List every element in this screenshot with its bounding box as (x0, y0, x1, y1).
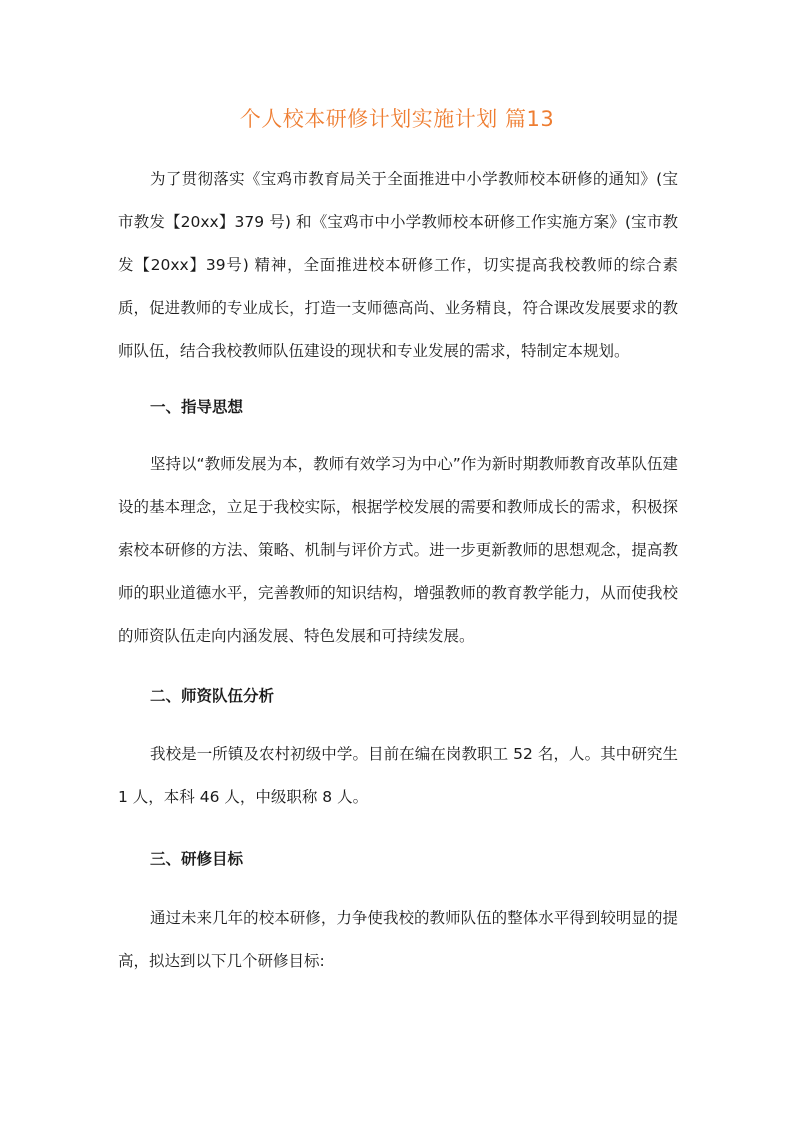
section-body-training-goals: 通过未来几年的校本研修，力争使我校的教师队伍的整体水平得到较明显的提高，拟达到以下几个研修目标: (118, 909, 678, 970)
section-heading-guiding-ideology: 一、指导思想 (150, 398, 244, 416)
intro-paragraph: 为了贯彻落实《宝鸡市教育局关于全面推进中小学教师校本研修的通知》(宝市教发【20xx】379 号) 和《宝鸡市中小学教师校本研修工作实施方案》(宝市教发【20xx】39号) 精神，全面推进校本研修工作，切实提高我校教师的综合素质，促进教师的专业成长，打造一支师德高尚、业务精良，符合课改发展要求的教师队伍，结合我校教师队伍建设的现状和专业发展的需求，特制定本规划。 (118, 170, 678, 360)
section-heading-training-goals: 三、研修目标 (150, 850, 244, 868)
section-heading-staff-analysis: 二、师资队伍分析 (150, 687, 275, 705)
document-title: 个人校本研修计划实施计划 篇13 (239, 107, 555, 131)
section-body-staff-analysis: 我校是一所镇及农村初级中学。目前在编在岗教职工 52 名，人。其中研究生 1 人，本科 46 人，中级职称 8 人。 (118, 745, 678, 806)
section-body-guiding-ideology: 坚持以“教师发展为本，教师有效学习为中心”作为新时期教师教育改革队伍建设的基本理念，立足于我校实际，根据学校发展的需要和教师成长的需求，积极探索校本研修的方法、策略、机制与评价方式。进一步更新教师的思想观念，提高教师的职业道德水平，完善教师的知识结构，增强教师的教育教学能力，从而使我校的师资队伍走向内涵发展、特色发展和可持续发展。 (118, 455, 678, 645)
